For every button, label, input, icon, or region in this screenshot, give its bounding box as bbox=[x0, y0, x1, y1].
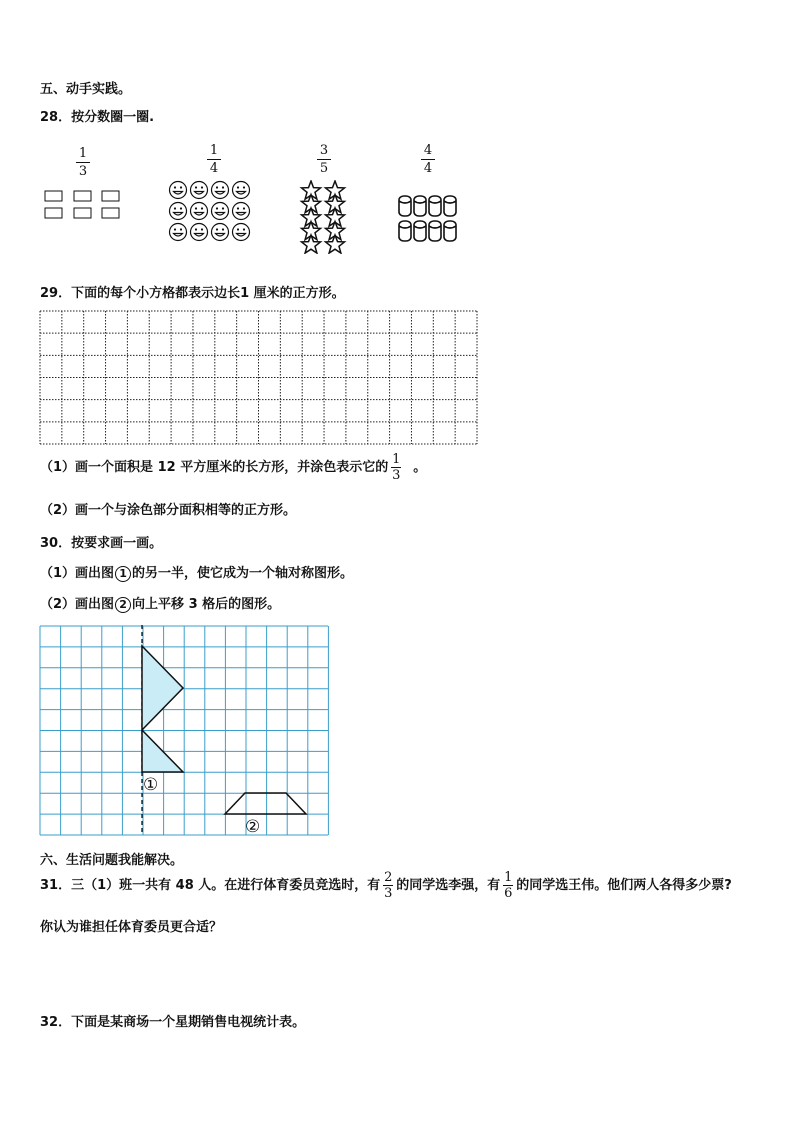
rectangles-group bbox=[44, 190, 124, 222]
stars-group bbox=[296, 180, 352, 254]
smiley-face-icon bbox=[191, 224, 208, 241]
fraction-1-4 bbox=[207, 143, 221, 176]
cylinder-icon bbox=[399, 221, 411, 241]
fraction-1-6: $\frac{1}{6}$ bbox=[504, 870, 513, 901]
blue-grid-figure[interactable] bbox=[39, 625, 329, 837]
fraction-2-3: $\frac{2}{3}$ bbox=[384, 870, 393, 901]
fraction-4-4 bbox=[421, 143, 435, 176]
figure-2-trapezoid bbox=[225, 793, 306, 814]
smiley-face-icon bbox=[212, 224, 229, 241]
fraction-numerator: 1 bbox=[209, 143, 219, 158]
cylinder-icon bbox=[414, 221, 426, 241]
cylinder-icon bbox=[399, 196, 411, 216]
question-28-text: 28．按分数圈一圈. bbox=[40, 110, 155, 125]
dotted-grid[interactable] bbox=[39, 310, 478, 445]
cylinder-icon bbox=[414, 196, 426, 216]
question-30-part-2: （2）画出图 2 向上平移 3 格后的图形。 bbox=[40, 597, 281, 612]
cylinder-icon bbox=[444, 196, 456, 216]
question-32-text: 32．下面是某商场一个星期销售电视统计表。 bbox=[40, 1015, 306, 1030]
fraction-1-3-inline: $\frac{1}{3}$ bbox=[392, 452, 401, 483]
star-icon bbox=[302, 235, 321, 253]
cylinder-icon bbox=[444, 221, 456, 241]
smiley-face-icon bbox=[233, 224, 250, 241]
fraction-denominator: 5 bbox=[319, 161, 329, 176]
smiley-face-icon bbox=[233, 182, 250, 199]
cylinder-icon bbox=[429, 196, 441, 216]
question-30-text: 30．按要求画一画。 bbox=[40, 536, 163, 551]
smiley-face-icon bbox=[191, 182, 208, 199]
smiley-face-icon bbox=[233, 203, 250, 220]
question-29-part-2: （2）画一个与涂色部分面积相等的正方形。 bbox=[40, 503, 297, 518]
section-heading-6: 六、生活问题我能解决。 bbox=[40, 853, 184, 868]
question-30-part-1: （1）画出图 1 的另一半，使它成为一个轴对称图形。 bbox=[40, 566, 354, 581]
fraction-numerator: 1 bbox=[78, 146, 88, 161]
figure-1-half-shape bbox=[142, 646, 183, 772]
question-29-part-1: （1）画一个面积是 12 平方厘米的长方形，并涂色表示它的 $\frac{1}{3}$ 。 bbox=[40, 452, 427, 483]
smiley-face-icon bbox=[170, 182, 187, 199]
cylinder-icon bbox=[429, 221, 441, 241]
fraction-denominator: 4 bbox=[423, 161, 433, 176]
circled-number-1: 1 bbox=[115, 566, 131, 582]
cylinders-group bbox=[396, 194, 462, 246]
fraction-denominator: 4 bbox=[209, 161, 219, 176]
figure-1-label: ① bbox=[143, 775, 159, 795]
question-31-text: 31．三（1）班一共有 48 人。在进行体育委员竞选时，有 $\frac{2}{3}$ 的同学选李强，有 $\frac{1}{6}$ 的同学选王伟。他们两人各得多少票? bbox=[40, 870, 732, 901]
fraction-numerator: 4 bbox=[423, 143, 433, 158]
fraction-denominator: 3 bbox=[78, 164, 88, 179]
fraction-1-3 bbox=[76, 146, 90, 179]
smiley-face-icon bbox=[170, 224, 187, 241]
question-29-text: 29．下面的每个小方格都表示边长1 厘米的正方形。 bbox=[40, 286, 345, 301]
smiley-faces-group bbox=[168, 180, 254, 242]
fraction-numerator: 3 bbox=[319, 143, 329, 158]
smiley-face-icon bbox=[191, 203, 208, 220]
figure-2-label: ② bbox=[245, 817, 261, 837]
star-icon bbox=[326, 235, 345, 253]
question-31-line-2: 你认为谁担任体育委员更合适？ bbox=[40, 920, 223, 935]
smiley-face-icon bbox=[212, 203, 229, 220]
smiley-face-icon bbox=[170, 203, 187, 220]
fraction-3-5 bbox=[317, 143, 331, 176]
circled-number-2: 2 bbox=[115, 597, 131, 613]
smiley-face-icon bbox=[212, 182, 229, 199]
section-heading-5: 五、动手实践。 bbox=[40, 82, 132, 97]
